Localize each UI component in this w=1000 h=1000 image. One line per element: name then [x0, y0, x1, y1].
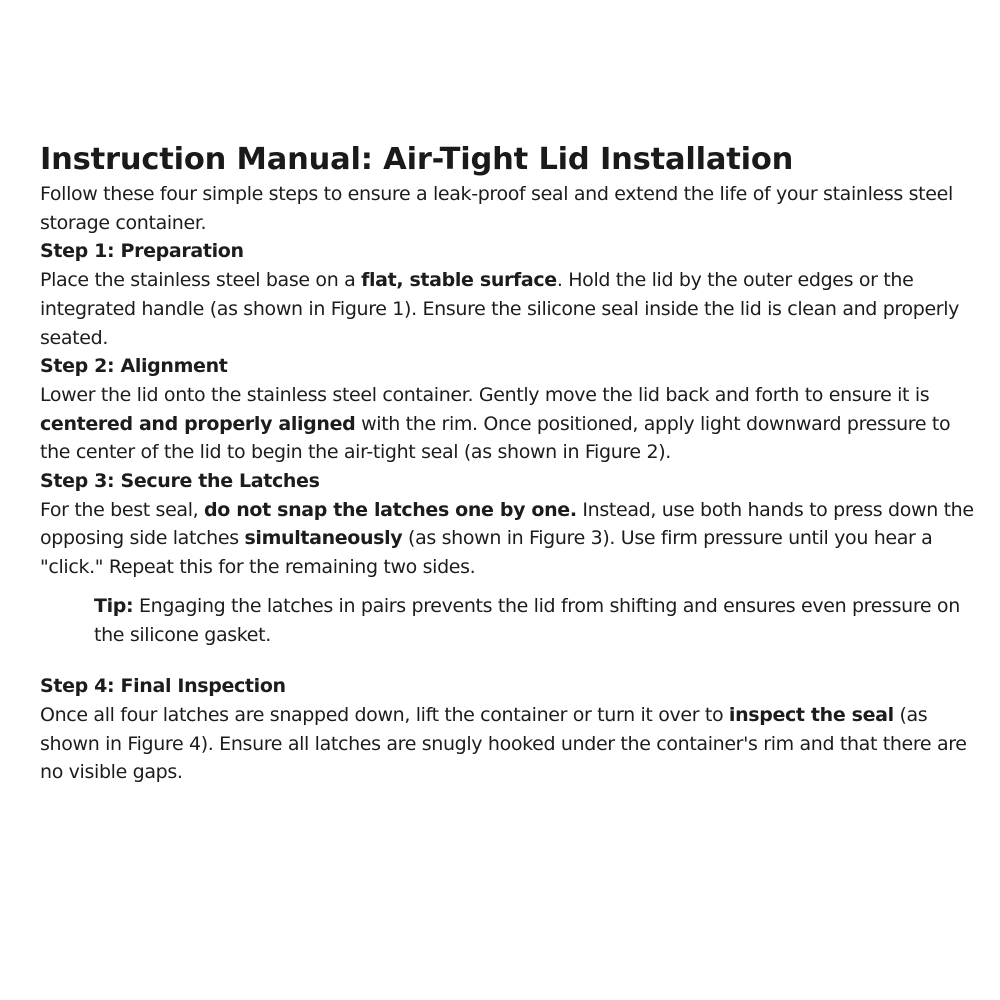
intro-paragraph: Follow these four simple steps to ensure a leak-proof seal and extend the life of your stainless steel storage container. [40, 183, 953, 234]
step-2-text-a: Lower the lid onto the stainless steel container. Gently move the lid back and forth to ensure it is [40, 383, 930, 406]
step-3-heading: Step 3: Secure the Latches [40, 470, 320, 493]
step-2-text-b: with the rim. Once positioned, apply light downward pressure to the center of the lid to begin the air-tight seal (as shown in Figure 2). [40, 412, 951, 464]
step-4-heading: Step 4: Final Inspection [40, 675, 286, 698]
step-4-paragraph [40, 701, 980, 787]
step-3-text-a: For the best seal, [40, 498, 205, 521]
step-1-text-b: . Hold the lid by the outer edges or the integrated handle (as shown in Figure 1). Ensure the silicone seal inside the lid is clean and properly seated. [40, 269, 960, 349]
step-3-emphasis-b: simultaneously [244, 527, 403, 550]
step-3-text-b: Instead, use both hands to press down the opposing side latches [40, 498, 974, 550]
document-title: Instruction Manual: Air-Tight Lid Installation [40, 142, 794, 177]
step-1-text-a: Place the stainless steel base on a [40, 269, 362, 292]
tip-label: Tip: [94, 594, 134, 617]
step-2-paragraph [40, 381, 980, 467]
tip-text: Engaging the latches in pairs prevents the lid from shifting and ensures even pressure on the silicone gasket. [94, 594, 960, 646]
step-3-text-c: (as shown in Figure 3). Use firm pressure until you hear a "click." Repeat this for the remaining two sides. [40, 527, 933, 579]
tip-note [94, 592, 980, 649]
step-1-paragraph [40, 266, 980, 352]
step-2-emphasis: centered and properly aligned [40, 412, 356, 435]
step-3-paragraph [40, 496, 980, 582]
step-4-text-a: Once all four latches are snapped down, lift the container or turn it over to [40, 703, 729, 726]
step-3-emphasis-a: do not snap the latches one by one. [204, 498, 577, 521]
step-2-heading: Step 2: Alignment [40, 355, 228, 378]
step-4-text-b: (as shown in Figure 4). Ensure all latches are snugly hooked under the container's rim and that there are no visible gaps. [40, 703, 967, 784]
instruction-document [40, 140, 980, 787]
step-1-emphasis: flat, stable surface [361, 269, 557, 292]
step-1-heading: Step 1: Preparation [40, 240, 244, 263]
step-4-emphasis: inspect the seal [728, 703, 894, 726]
